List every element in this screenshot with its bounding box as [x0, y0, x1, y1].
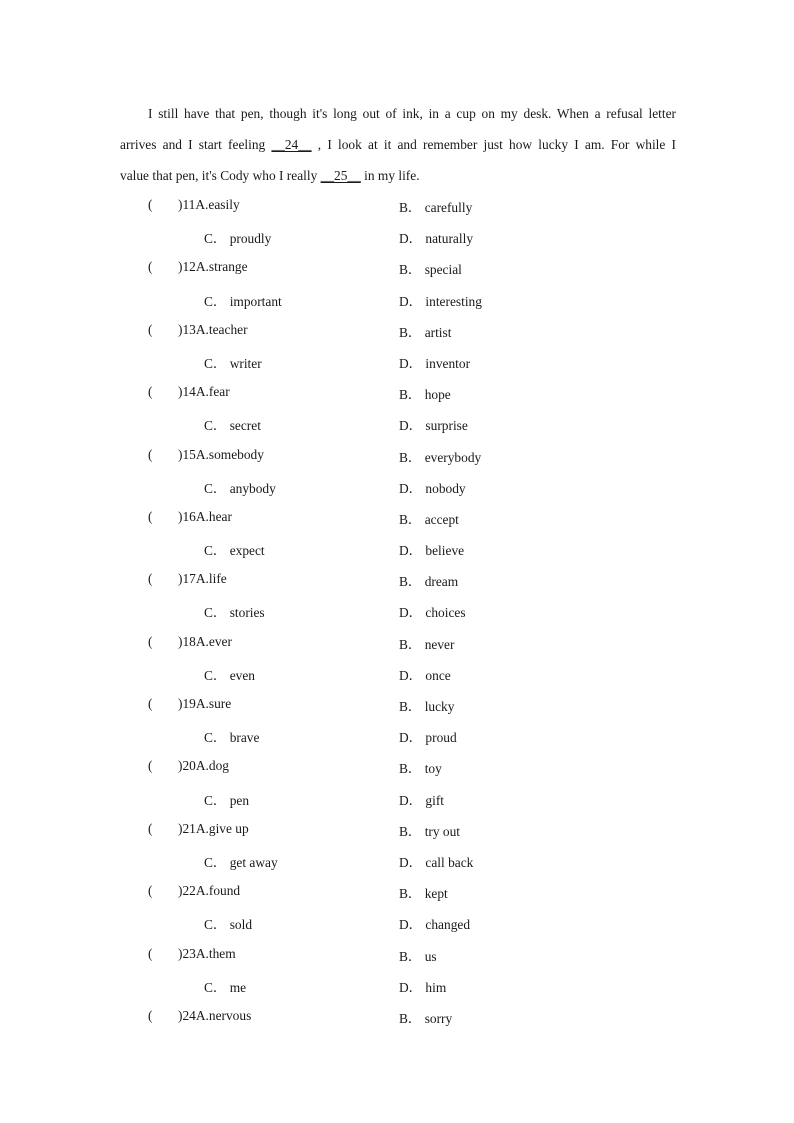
question-row-cd: [0, 222, 794, 253]
option-c-prefix: C．: [204, 293, 227, 309]
option-d-text: choices: [425, 605, 466, 621]
answer-paren-close: ): [178, 321, 183, 337]
option-c-prefix: C．: [204, 543, 227, 559]
option-a: give up: [208, 820, 249, 836]
option-b-prefix: B．: [399, 511, 422, 527]
passage-line-1: [120, 98, 676, 129]
option-b-prefix: B．: [399, 699, 422, 714]
question-row: [0, 316, 794, 347]
question-row-cd: [0, 534, 794, 565]
question-row: [0, 503, 794, 534]
question-number: 14: [182, 384, 196, 400]
answer-blank[interactable]: [178, 259, 248, 275]
option-c: [204, 665, 255, 684]
question-row-cd: [0, 347, 794, 378]
option-c-prefix: C．: [204, 667, 227, 683]
option-a: strange: [208, 259, 248, 275]
option-d: [399, 977, 446, 996]
answer-blank[interactable]: [178, 821, 249, 837]
answer-paren-close: ): [178, 1007, 183, 1023]
option-b-prefix: B．: [399, 761, 422, 777]
question-row: [0, 378, 794, 409]
option-b-prefix: B．: [399, 449, 422, 465]
option-c: [204, 228, 271, 247]
option-c-text: writer: [229, 355, 262, 371]
option-d-text: naturally: [425, 231, 474, 247]
option-d-text: proud: [425, 730, 457, 746]
option-c-prefix: C．: [204, 605, 227, 621]
option-c-text: brave: [229, 730, 260, 746]
option-b-prefix: B．: [399, 262, 422, 278]
option-b-text: try out: [424, 823, 461, 839]
question-row: [0, 441, 794, 472]
answer-paren-open: (: [148, 945, 153, 961]
option-c-prefix: C．: [204, 979, 227, 995]
option-c-prefix: C．: [204, 792, 227, 808]
option-c-text: get away: [229, 854, 278, 870]
option-c: [204, 415, 261, 434]
option-b-text: never: [424, 636, 455, 652]
option-c: [204, 291, 282, 310]
option-d-prefix: D．: [399, 293, 423, 309]
option-c-text: me: [229, 979, 247, 995]
option-b-prefix: B．: [399, 886, 422, 902]
answer-paren-open: (: [148, 633, 153, 649]
question-row-cd: [0, 784, 794, 815]
answer-paren-open: (: [148, 259, 153, 275]
option-a: teacher: [208, 321, 248, 337]
option-b: [399, 821, 460, 840]
question-row: [0, 628, 794, 659]
answer-paren-open: (: [148, 820, 153, 836]
passage-text: , I look at it and remember just how lucky I am. For while I: [311, 137, 676, 152]
option-b: [399, 571, 458, 590]
option-b-text: artist: [424, 324, 452, 340]
question-row: [0, 690, 794, 721]
option-d: [399, 602, 466, 621]
passage-text: in my life.: [360, 168, 420, 183]
option-a-prefix: A.: [195, 820, 209, 836]
option-b: [399, 946, 437, 965]
answer-blank[interactable]: [178, 509, 232, 525]
question-row: [0, 940, 794, 971]
passage-line-2: [120, 129, 676, 160]
option-c: [204, 540, 265, 559]
passage-text: I still have that pen, though it's long out of ink, in a cup on my desk. When a refusal letter: [148, 106, 676, 121]
answer-paren-open: (: [148, 1007, 153, 1023]
option-a-prefix: A.: [195, 945, 209, 961]
option-d: [399, 478, 466, 497]
answer-paren-open: (: [148, 508, 153, 524]
answer-blank[interactable]: [178, 197, 240, 213]
option-c-text: pen: [229, 792, 250, 808]
option-d-text: him: [425, 979, 447, 995]
option-d: [399, 291, 482, 310]
answer-paren-close: ): [178, 945, 183, 961]
question-number: 11: [182, 197, 196, 212]
option-c: [204, 478, 276, 497]
option-d-prefix: D．: [399, 543, 423, 559]
answer-blank[interactable]: [178, 758, 229, 774]
option-c-text: important: [229, 293, 282, 309]
question-row: [0, 191, 794, 222]
blank-24: __24__: [271, 137, 312, 152]
answer-paren-close: ): [178, 820, 183, 836]
option-d: [399, 852, 473, 871]
option-a: sure: [208, 696, 232, 711]
option-c-prefix: C．: [204, 917, 227, 933]
answer-paren-open: (: [148, 696, 153, 711]
option-b-text: special: [424, 262, 462, 278]
option-d-prefix: D．: [399, 667, 423, 683]
option-a-prefix: A.: [195, 1007, 209, 1023]
answer-paren-open: (: [148, 758, 153, 774]
option-a-prefix: A.: [195, 197, 209, 212]
question-number: 23: [182, 945, 196, 961]
option-c: [204, 602, 265, 621]
option-b-prefix: B．: [399, 636, 422, 652]
answer-paren-close: ): [178, 197, 183, 212]
option-b: [399, 883, 448, 902]
option-d-text: gift: [425, 792, 445, 808]
question-row: [0, 877, 794, 908]
option-d-prefix: D．: [399, 917, 423, 933]
option-d-prefix: D．: [399, 355, 423, 371]
option-c: [204, 852, 278, 871]
option-b-prefix: B．: [399, 948, 422, 964]
option-b: [399, 447, 481, 466]
option-b: [399, 509, 459, 528]
answer-blank[interactable]: [178, 946, 236, 962]
answer-paren-open: (: [148, 321, 153, 337]
option-b-text: lucky: [424, 699, 455, 714]
question-row-cd: [0, 908, 794, 939]
option-c-prefix: C．: [204, 854, 227, 870]
answer-paren-close: ): [178, 633, 183, 649]
answer-blank[interactable]: [178, 384, 230, 400]
option-b: [399, 384, 451, 403]
option-d-prefix: D．: [399, 418, 423, 434]
answer-blank[interactable]: [178, 1008, 251, 1024]
option-b: [399, 634, 454, 653]
option-a: somebody: [208, 446, 264, 462]
option-a: ever: [208, 633, 232, 649]
option-b-prefix: B．: [399, 200, 422, 215]
option-b-text: sorry: [424, 1010, 453, 1026]
question-number: 18: [182, 633, 196, 649]
answer-paren-open: (: [148, 446, 153, 462]
option-b-text: dream: [424, 574, 459, 590]
answer-blank[interactable]: [178, 883, 240, 899]
answer-paren-open: (: [148, 883, 153, 899]
option-d-text: inventor: [425, 355, 471, 371]
question-row: [0, 752, 794, 783]
option-a: hear: [208, 508, 232, 524]
question-row-cd: [0, 971, 794, 1002]
option-a-prefix: A.: [195, 446, 209, 462]
blank-25: __25__: [320, 168, 361, 183]
option-d: [399, 228, 473, 247]
answer-paren-close: ): [178, 384, 183, 400]
option-a: dog: [208, 758, 229, 774]
option-a-prefix: A.: [195, 696, 209, 711]
answer-paren-close: ): [178, 259, 183, 275]
option-b-prefix: B．: [399, 1010, 422, 1026]
option-c-prefix: C．: [204, 730, 227, 746]
answer-blank[interactable]: [178, 571, 227, 587]
question-row-cd: [0, 472, 794, 503]
option-c-prefix: C．: [204, 355, 227, 371]
option-d-text: nobody: [425, 480, 466, 496]
option-d-prefix: D．: [399, 480, 423, 496]
option-d: [399, 914, 470, 933]
option-c-text: stories: [229, 605, 265, 621]
option-d-prefix: D．: [399, 231, 423, 247]
question-number: 20: [182, 758, 196, 774]
question-row: [0, 815, 794, 846]
option-d-prefix: D．: [399, 730, 423, 746]
passage-text: value that pen, it's Cody who I really: [120, 168, 321, 183]
option-b: [399, 758, 442, 777]
option-b-prefix: B．: [399, 387, 422, 403]
answer-blank[interactable]: [178, 447, 264, 463]
option-b-prefix: B．: [399, 324, 422, 340]
option-b-text: kept: [424, 886, 448, 902]
answer-paren-open: (: [148, 384, 153, 400]
question-number: 22: [182, 883, 196, 899]
option-d: [399, 415, 468, 434]
option-b-prefix: B．: [399, 823, 422, 839]
option-c: [204, 727, 259, 746]
option-a-prefix: A.: [195, 571, 209, 587]
option-c-text: secret: [229, 418, 261, 434]
option-c-text: expect: [229, 543, 265, 559]
question-number: 16: [182, 508, 196, 524]
option-a-prefix: A.: [195, 321, 209, 337]
option-d: [399, 353, 470, 372]
option-a: life: [208, 571, 227, 587]
question-number: 19: [182, 696, 196, 711]
passage-line-3: [120, 160, 676, 191]
option-c: [204, 790, 249, 809]
answer-blank[interactable]: [178, 322, 248, 338]
option-d-text: once: [425, 667, 451, 683]
option-c: [204, 353, 262, 372]
question-row-cd: [0, 285, 794, 316]
option-b: [399, 1008, 452, 1027]
answer-paren-close: ): [178, 571, 183, 587]
option-c-text: even: [229, 667, 255, 683]
question-row-cd: [0, 846, 794, 877]
option-a-prefix: A.: [195, 508, 209, 524]
option-d-prefix: D．: [399, 605, 423, 621]
option-a-prefix: A.: [195, 384, 209, 400]
reading-passage: [120, 98, 676, 191]
question-row: [0, 1002, 794, 1033]
option-d-text: call back: [425, 854, 474, 870]
passage-text: arrives and I start feeling: [120, 137, 272, 152]
option-c-prefix: C．: [204, 231, 227, 247]
option-d-text: changed: [425, 917, 471, 933]
option-d-text: surprise: [425, 418, 468, 434]
question-row-cd: [0, 721, 794, 752]
option-b: [399, 696, 454, 715]
option-c: [204, 914, 252, 933]
answer-paren-close: ): [178, 446, 183, 462]
question-number: 15: [182, 446, 196, 462]
option-b-prefix: B．: [399, 574, 422, 590]
option-b-text: accept: [424, 511, 459, 527]
option-b-text: carefully: [424, 200, 473, 215]
option-c: [204, 977, 246, 996]
answer-blank[interactable]: [178, 696, 231, 712]
answer-paren-close: ): [178, 883, 183, 899]
option-a: fear: [208, 384, 230, 400]
question-number: 17: [182, 571, 196, 587]
option-d: [399, 727, 457, 746]
option-b: [399, 322, 451, 341]
option-b-text: toy: [424, 761, 442, 777]
question-number: 24: [182, 1007, 196, 1023]
option-b-text: us: [424, 948, 437, 964]
question-number: 21: [182, 820, 196, 836]
option-c-text: proudly: [229, 231, 272, 247]
option-c-text: sold: [229, 917, 253, 933]
option-c-prefix: C．: [204, 480, 227, 496]
option-a-prefix: A.: [195, 633, 209, 649]
option-c-text: anybody: [229, 480, 276, 496]
answer-blank[interactable]: [178, 634, 232, 650]
answer-paren-close: ): [178, 696, 183, 711]
option-b-text: everybody: [424, 449, 482, 465]
option-b: [399, 259, 462, 278]
answer-paren-open: (: [148, 197, 153, 212]
question-row-cd: [0, 596, 794, 627]
option-d-prefix: D．: [399, 792, 423, 808]
option-d: [399, 665, 451, 684]
option-d-text: believe: [425, 543, 465, 559]
option-d-prefix: D．: [399, 854, 423, 870]
option-d-text: interesting: [425, 293, 482, 309]
option-c-prefix: C．: [204, 418, 227, 434]
option-d: [399, 790, 444, 809]
question-row: [0, 253, 794, 284]
question-number: 13: [182, 321, 196, 337]
option-a: them: [208, 945, 236, 961]
option-a-prefix: A.: [195, 259, 209, 275]
option-a-prefix: A.: [195, 883, 209, 899]
question-row-cd: [0, 409, 794, 440]
question-list: [0, 191, 794, 1033]
option-b-text: hope: [424, 387, 451, 403]
option-d-prefix: D．: [399, 979, 423, 995]
option-a-prefix: A.: [195, 758, 209, 774]
option-d: [399, 540, 464, 559]
option-a: found: [208, 883, 241, 899]
answer-paren-close: ): [178, 758, 183, 774]
answer-paren-open: (: [148, 571, 153, 587]
question-row: [0, 565, 794, 596]
answer-paren-close: ): [178, 508, 183, 524]
option-b: [399, 197, 472, 216]
question-number: 12: [182, 259, 196, 275]
option-a: easily: [208, 197, 240, 212]
question-row-cd: [0, 659, 794, 690]
option-a: nervous: [208, 1007, 252, 1023]
